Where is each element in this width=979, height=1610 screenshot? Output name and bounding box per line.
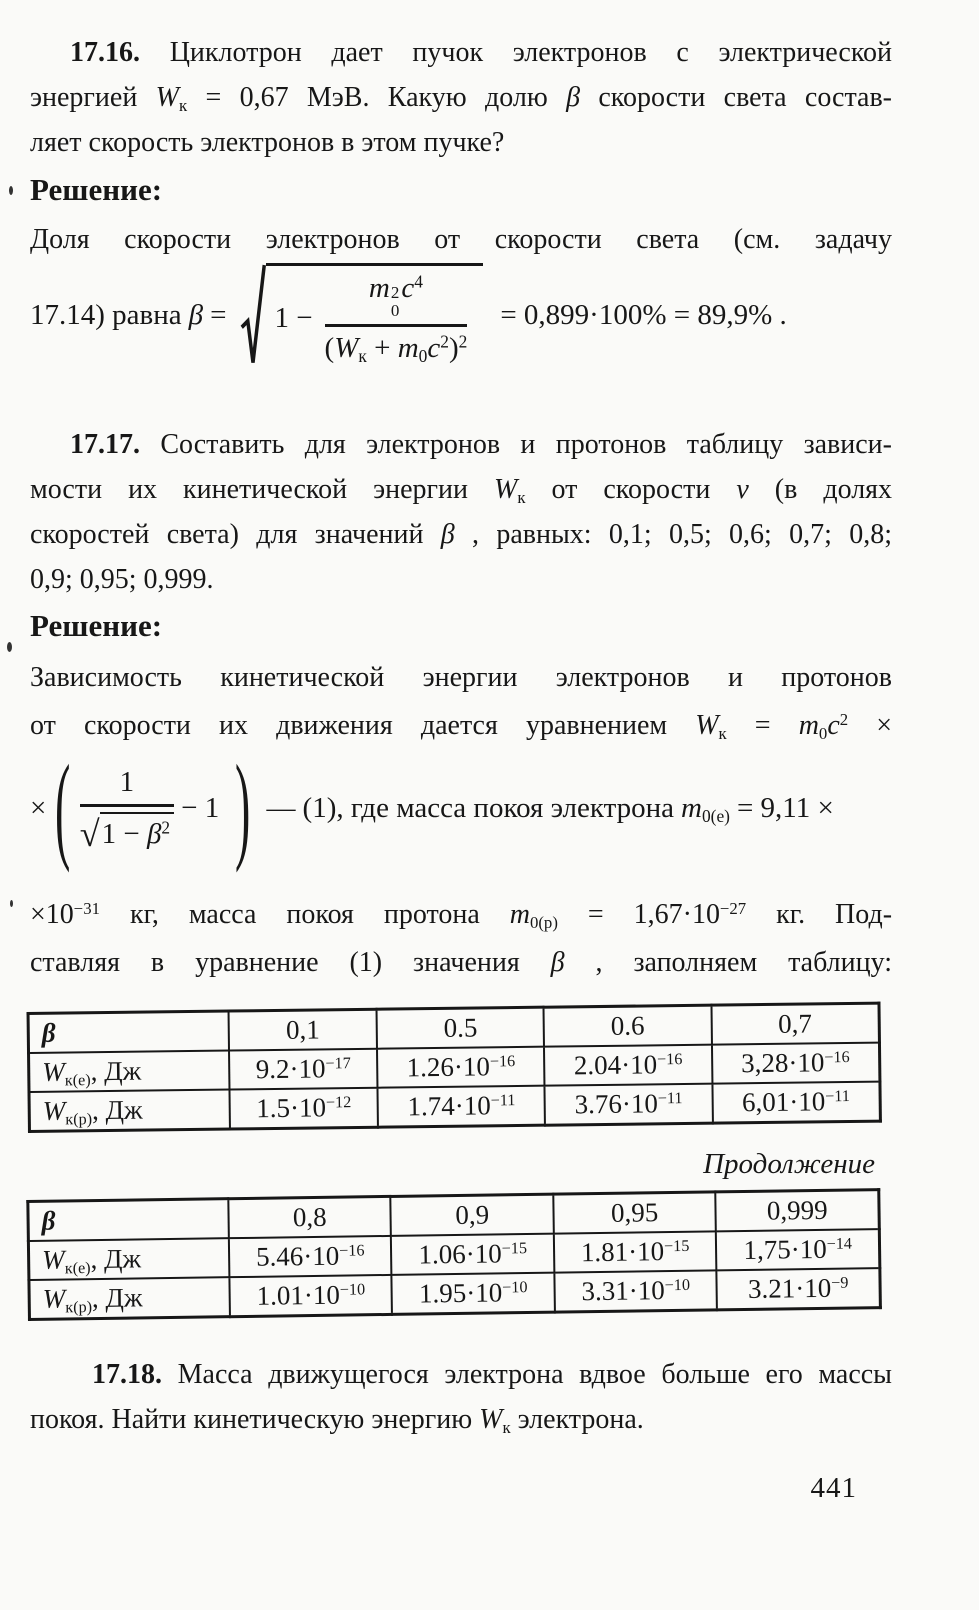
var-beta: β: [188, 298, 204, 331]
scan-speck: [10, 900, 13, 907]
problem-17-17-line4: 0,9; 0,95; 0,999.: [30, 564, 214, 595]
problem-number: 17.17.: [70, 429, 140, 460]
left-parenthesis: (: [55, 739, 71, 874]
table-row: $W_{к(р)}$, Дж $1.01\cdot 10^{-10}$ $1.95\cdot 10^{-10}$ $3.31\cdot 10^{-10}$ $3.21\cdot 10^{-9}$: [29, 1268, 880, 1319]
solution2-line4: ставляя в уравнение (1) значения β , заполняем таблицу:: [30, 947, 892, 978]
fraction-numerator: m 2 0 $c^4$: [368, 271, 423, 320]
var-W: $W_к$: [493, 474, 526, 508]
table1-wrap: [27, 1002, 882, 1133]
var-beta: β: [440, 519, 455, 550]
table2-wrap: [26, 1188, 882, 1321]
problem-17-16-line2: энергией $W_к = 0,67$ МэВ. Какую долю β скорости света состав-: [30, 82, 893, 116]
scan-speck: [9, 186, 13, 195]
power-of-ten: $\times 10^{-31}$: [30, 898, 101, 930]
var-m0e: $m_{0(е)}$: [681, 791, 730, 826]
problem-17-16-line3: ляет скорость электронов в этом пучке?: [30, 127, 505, 158]
square-root: [240, 263, 483, 367]
table-row: $W_{к(е)}$, Дж $9.2\cdot 10^{-17}$ $1.26\cdot 10^{-16}$ $2.04\cdot 10^{-16}$ $3,28\cdot 10^{-16}$: [29, 1043, 880, 1092]
continuation-label: Продолжение: [703, 1148, 875, 1180]
row-label: $W_{к(е)}$, Дж: [29, 1051, 230, 1092]
table-beta-energy-2: [26, 1188, 882, 1321]
fraction: [79, 765, 174, 854]
problem-17-16: [30, 30, 892, 165]
table-row: $W_{к(р)}$, Дж $1.5\cdot 10^{-12}$ $1.74\cdot 10^{-11}$ $3.76\cdot 10^{-11}$ $6,01\cdot 10^{-11}$: [29, 1082, 880, 1132]
row-label: $W_{к(р)}$, Дж: [29, 1277, 230, 1319]
problem-17-18-line2: покоя. Найти кинетическую энергию $W_к$ электрона.: [30, 1404, 644, 1438]
scan-speck: [7, 642, 12, 652]
var-beta: β: [550, 947, 565, 978]
fraction-denominator: $(W_к + m_0c^2)^2$: [324, 331, 468, 367]
problem-number: 17.18.: [92, 1359, 162, 1390]
page-number: 441: [810, 1472, 857, 1504]
table-row: β 0,8 0,9 0,95 0,999: [28, 1190, 879, 1241]
solution2-line3: $\times 10^{-31}$ кг, масса покоя протона $m_{0(р)} = 1,67\cdot 10^{-27}$ кг. Под-: [30, 898, 893, 933]
row-label: $W_{к(р)}$, Дж: [29, 1090, 230, 1132]
radical-sign: √: [79, 813, 100, 854]
problem-17-17-line3: скоростей света) для значений β , равных: 0,1; 0,5; 0,6; 0,7; 0,8;: [30, 519, 893, 550]
right-parenthesis: ): [235, 739, 251, 874]
var-v: v: [736, 474, 749, 505]
fraction-numerator: 1: [119, 765, 135, 798]
problem-17-17-line2: мости их кинетической энергии $W_к$ от скорости v (в долях: [30, 474, 893, 508]
fraction: [325, 272, 468, 365]
var-beta: β: [41, 1205, 56, 1236]
problem-17-18-line1: 17.18. Масса движущегося электрона вдвое больше его массы: [92, 1359, 892, 1390]
problem-17-17-line1: 17.17. Составить для электронов и протонов таблицу зависи-: [70, 429, 892, 460]
table-row: β 0,1 0.5 0.6 0,7: [28, 1003, 879, 1053]
solution-heading-2: Решение:: [30, 608, 163, 643]
solution2-line2: от скорости их движения дается уравнением $W_к = m_0c^2$ ×: [30, 709, 893, 744]
formula-eq1: × ( 1 √ $1 - \beta^2$ − 1 ) — (1), где масса покоя электрона $m_{0(е)}$ = 9,11 ×: [30, 739, 834, 874]
var-m0p: $m_{0(р)}$: [509, 899, 558, 933]
var-beta: β: [41, 1017, 56, 1048]
table-row: $W_{к(е)}$, Дж $5.46\cdot 10^{-16}$ $1.06\cdot 10^{-15}$ $1.81\cdot 10^{-15}$ $1,75\cdot 10^{-14}$: [28, 1229, 879, 1280]
var-beta: β: [566, 82, 581, 113]
solution2-line1: Зависимость кинетической энергии электронов и протонов: [30, 662, 892, 693]
problem-17-17: [30, 422, 892, 602]
power-of-ten: = $1,67\cdot 10^{-27}$: [587, 898, 747, 930]
problem-17-18: [30, 1352, 892, 1442]
square-root-small: √ $1 - \beta^2$: [80, 812, 174, 851]
table-beta-energy-1: [27, 1002, 882, 1133]
fraction-denominator: [79, 807, 174, 854]
var-W: $W_к$: [479, 1404, 511, 1438]
problem-17-16-line1: 17.16. Циклотрон дает пучок электронов с электрической: [70, 37, 893, 68]
problem-number: 17.16.: [70, 37, 140, 68]
var-W: $W_к$: [695, 710, 727, 744]
solution-heading-1: Решение:: [30, 172, 163, 207]
radical-sign: [240, 263, 266, 367]
solution1-line1: Доля скорости электронов от скорости света (см. задачу: [30, 224, 892, 255]
row-label: $W_{к(е)}$, Дж: [28, 1238, 229, 1280]
var-m0c2: $m_0c^2$: [798, 709, 849, 744]
var-W: $W_к$: [155, 82, 188, 116]
radicand: 1 − m 2 0 $c^4$ $(W_к + m_0c^2)^2$: [266, 263, 483, 367]
formula-beta: 17.14) равна β = 1 − m 2 0 $c^4$ $(W_к + m_0c^2)^2$ = 0,899·100% = 89,9% .: [30, 252, 794, 378]
